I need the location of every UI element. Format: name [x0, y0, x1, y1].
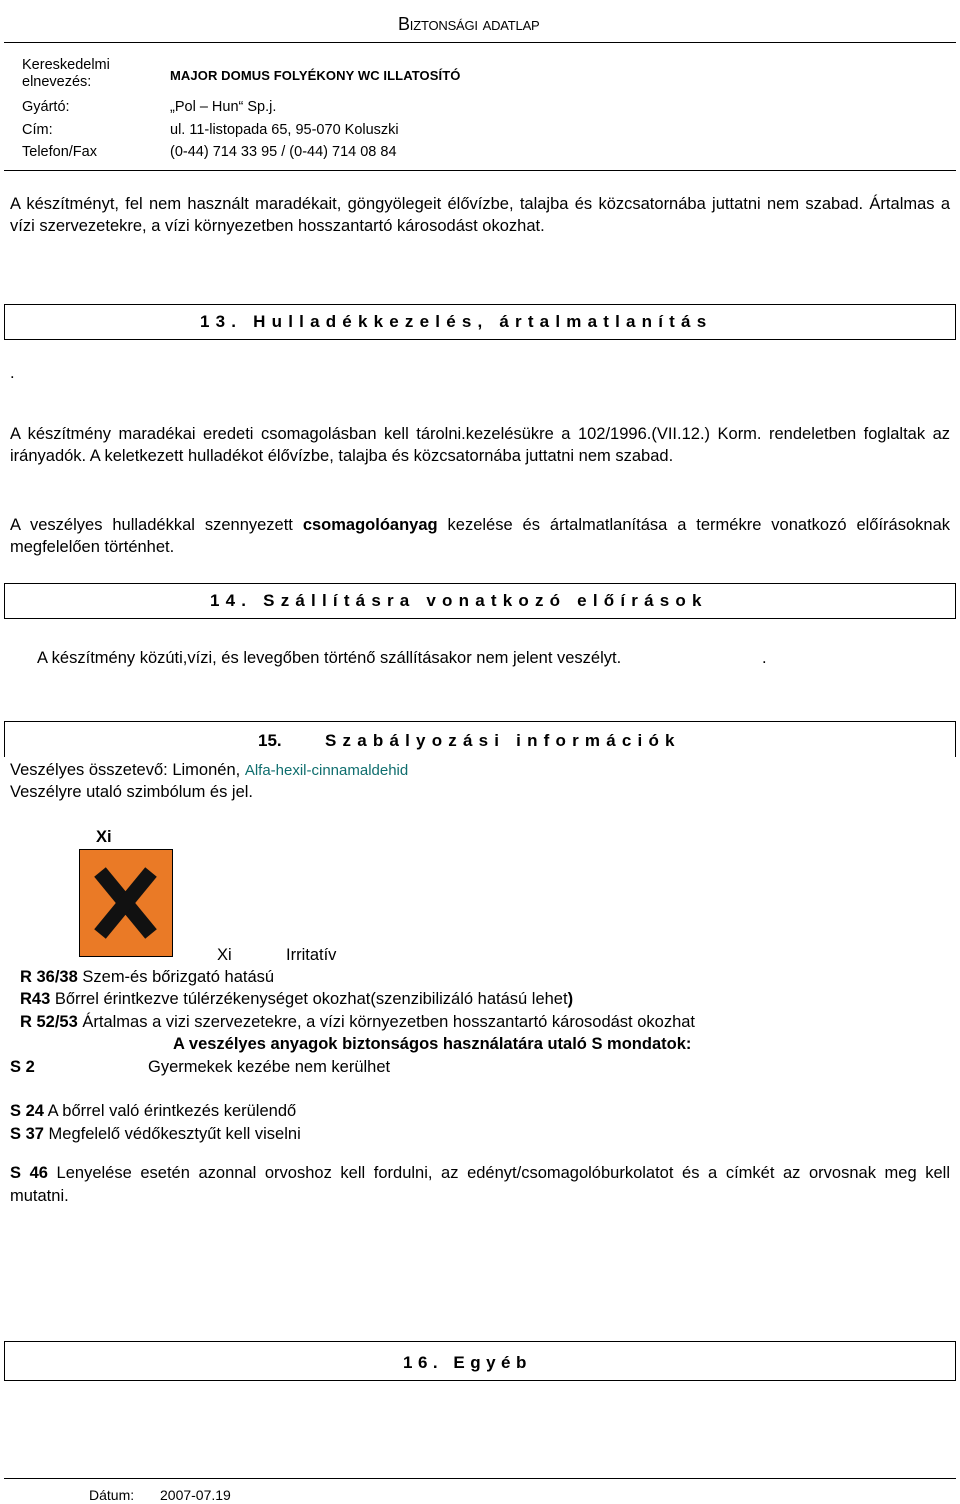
r-phrase-2 [20, 989, 573, 1009]
section-15-number: 15. [258, 731, 282, 750]
hazardous-label: Veszélyes összetevő: Limonén, [10, 761, 241, 779]
r-phrase-code: R 36/38 [20, 968, 78, 986]
s-phrase-2 [10, 1101, 296, 1121]
symbol-caption-name: Irritatív [286, 946, 337, 964]
r-phrase-tail: ) [567, 990, 574, 1008]
s-phrase-text: Megfelelő védőkesztyűt kell viselni [43, 1125, 301, 1143]
address-label: Cím: [22, 122, 53, 138]
footer-date-label: Dátum: [89, 1487, 135, 1503]
r-phrase-code: R 52/53 [20, 1013, 78, 1031]
s-phrase-1-code: S 2 [10, 1058, 35, 1076]
phone-label: Telefon/Fax [22, 144, 97, 160]
section-14-header [4, 583, 956, 619]
intro-paragraph: A készítményt, fel nem használt maradékait, göngyölegeit élővízbe, talajba és közcsatornába juttatni nem szabad. Ártalmas a vízi szervezetekre, a vízi környezetben hosszantartó károsodást okozhat. [10, 194, 950, 235]
manufacturer-value: „Pol – Hun“ Sp.j. [170, 99, 277, 115]
section-14-paragraph: A készítmény közúti,vízi, és levegőben történő szállításakor nem jelent veszélyt. [37, 649, 622, 667]
section-13-paragraph-1: A készítmény maradékai eredeti csomagolásban kell tárolni.kezelésükre a 102/1996.(VII.12.) Korm. rendeletben foglaltak az irányadók. A keletkezett hulladékot élővízbe, talajba és közcsatornába juttatni nem szabad. [10, 424, 950, 465]
section-16-title: 16. Egyéb [403, 1353, 532, 1372]
product-header [4, 42, 956, 171]
irritant-hazard-symbol [79, 849, 173, 957]
s-phrase-text: A bőrrel való érintkezés kerülendő [43, 1102, 297, 1120]
section-13-header [4, 304, 956, 340]
phone-value: (0-44) 714 33 95 / (0-44) 714 08 84 [170, 144, 397, 160]
footer-date-value: 2007-07.19 [160, 1487, 231, 1503]
paragraph-2-bold: csomagolóanyag [302, 515, 438, 534]
s-phrase-4 [10, 1162, 950, 1208]
symbol-line: Veszélyre utaló szimbólum és jel. [10, 783, 254, 801]
irritant-cross-icon [80, 850, 171, 955]
r-phrase-text: Szem-és bőrizgató hatású [77, 968, 275, 986]
symbol-code: Xi [96, 828, 112, 846]
r-phrase-3 [20, 1012, 695, 1032]
manufacturer-label: Gyártó: [22, 99, 70, 115]
footer-divider [4, 1478, 956, 1479]
section-16-header [4, 1341, 956, 1381]
section-14-title: 14. Szállításra vonatkozó előírások [210, 591, 708, 610]
symbol-caption-code: Xi [217, 946, 232, 964]
r-phrase-code: R43 [20, 990, 51, 1008]
trade-name-value: MAJOR DOMUS FOLYÉKONY WC ILLATOSÍTÓ [170, 68, 461, 83]
section-15-title: Szabályozási információk [325, 731, 681, 750]
s-phrase-code: S 37 [10, 1125, 44, 1143]
hazardous-components [10, 760, 408, 781]
paragraph-2-before: A veszélyes hulladékkal szennyezett [10, 515, 303, 534]
s-phrase-code: S 46 [10, 1163, 48, 1182]
s-phrase-3 [10, 1124, 301, 1144]
address-value: ul. 11-listopada 65, 95-070 Koluszki [170, 122, 399, 138]
section-13-dot: . [10, 364, 15, 382]
hazardous-extra: Alfa-hexil-cinnamaldehid [244, 762, 409, 779]
section-14-trailing-dot: . [762, 649, 767, 667]
s-phrases-heading: A veszélyes anyagok biztonságos használatára utaló S mondatok: [173, 1035, 692, 1053]
trade-name-label-line1: Kereskedelmi [22, 57, 110, 73]
section-13-title: 13. Hulladékkezelés, ártalmatlanítás [200, 312, 713, 331]
r-phrase-text: Bőrrel érintkezve túlérzékenységet okozhat(szenzibilizáló hatású lehet [50, 990, 568, 1008]
section-13-paragraph-2 [10, 514, 950, 559]
r-phrase-text: Ártalmas a vizi szervezetekre, a vízi környezetben hosszantartó károsodást okozhat [77, 1013, 695, 1031]
r-phrase-1 [20, 967, 274, 987]
document-title: Biztonsági adatlap [398, 14, 540, 34]
s-phrase-text: Lenyelése esetén azonnal orvoshoz kell fordulni, az edényt/csomagolóburkolatot és a címkét az orvosnak meg kell mutatni. [10, 1163, 950, 1205]
section-15-header [4, 721, 956, 757]
s-phrase-1-text: Gyermekek kezébe nem kerülhet [148, 1058, 391, 1076]
paragraph-2-after: kezelése és ártalmatlanítása a termékre vonatkozó előírásoknak megfelelően történhet. [10, 515, 950, 556]
trade-name-label-line2: elnevezés: [22, 74, 92, 90]
s-phrase-code: S 24 [10, 1102, 44, 1120]
